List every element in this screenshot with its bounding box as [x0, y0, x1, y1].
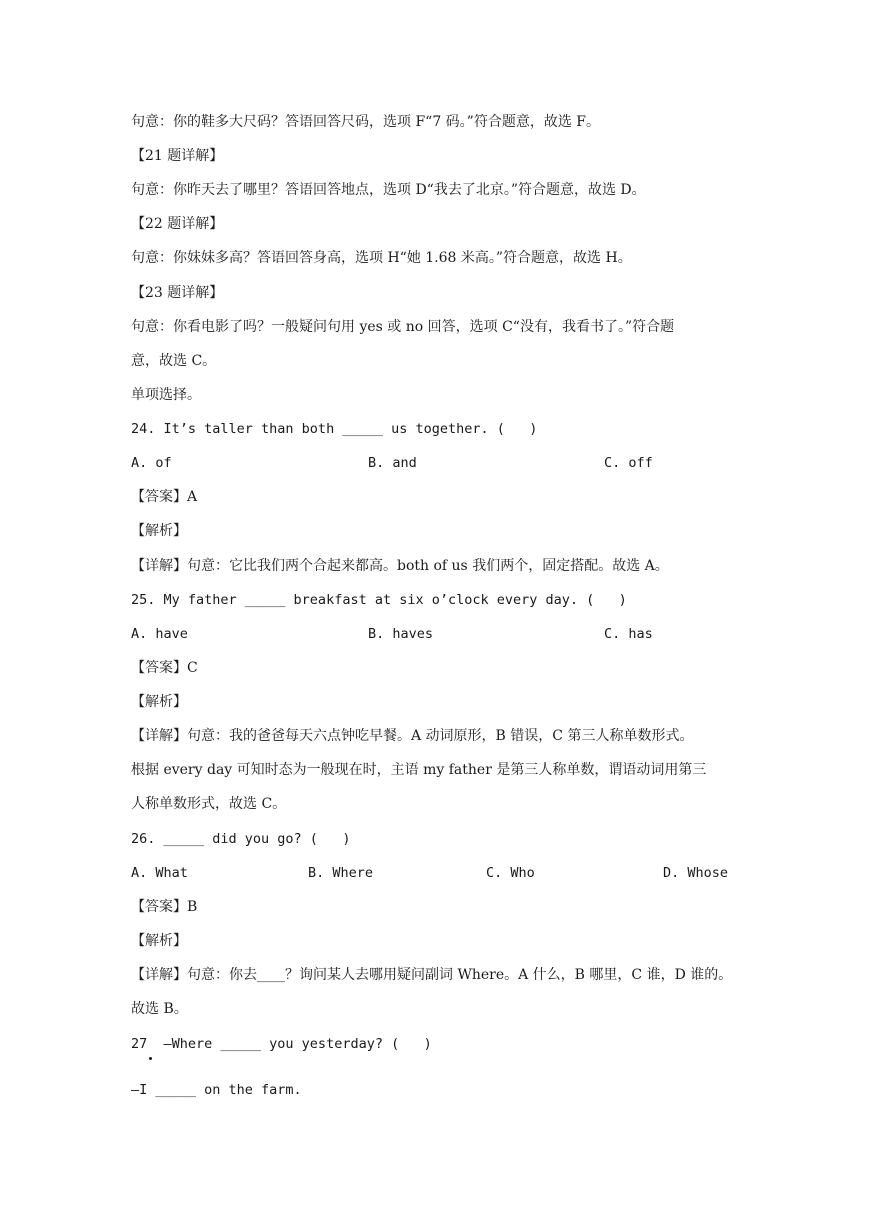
question-25: 25. My father _____ breakfast at six o’clock every day. ( )	[131, 592, 627, 608]
number-dot	[149, 1057, 152, 1060]
explanation-25b: 根据 every day 可知时态为一般现在时，主语 my father 是第三人称单数，谓语动词用第三	[131, 762, 707, 778]
question-26: 26. _____ did you go? ( )	[131, 831, 351, 847]
answer-line-21: 句意：你昨天去了哪里？答语回答地点，选项 D“我去了北京。”符合题意，故选 D。	[131, 182, 646, 198]
question-27: 27 —Where _____ you yesterday? ( )	[131, 1036, 432, 1052]
option-25-a: A. have	[131, 626, 188, 642]
answer-24: 【答案】A	[131, 489, 198, 505]
explanation-25a: 【详解】句意：我的爸爸每天六点钟吃早餐。A 动词原形，B 错误，C 第三人称单数形式。	[131, 728, 694, 744]
explanation-26a: 【详解】句意：你去____？询问某人去哪用疑问副词 Where。A 什么，B 哪里，C 谁，D 谁的。	[131, 967, 733, 983]
section-title: 单项选择。	[131, 387, 201, 403]
answer-line-23b: 意，故选 C。	[131, 353, 217, 369]
heading-21: 【21 题详解】	[131, 148, 224, 164]
analysis-25: 【解析】	[131, 694, 187, 710]
option-26-b: B. Where	[308, 865, 374, 881]
question-24: 24. It’s taller than both _____ us together. ( )	[131, 421, 538, 437]
analysis-26: 【解析】	[131, 933, 187, 949]
option-25-c: C. has	[604, 626, 653, 642]
option-25-b: B. haves	[368, 626, 434, 642]
answer-25: 【答案】C	[131, 660, 198, 676]
option-24-b: B. and	[368, 455, 417, 471]
heading-23: 【23 题详解】	[131, 285, 224, 301]
answer-26: 【答案】B	[131, 899, 198, 915]
option-24-a: A. of	[131, 455, 172, 471]
analysis-24: 【解析】	[131, 523, 187, 539]
explanation-26b: 故选 B。	[131, 1001, 188, 1017]
option-26-c: C. Who	[486, 865, 535, 881]
heading-22: 【22 题详解】	[131, 216, 224, 232]
explanation-25c: 人称单数形式，故选 C。	[131, 796, 287, 812]
answer-line-20: 句意：你的鞋多大尺码？答语回答尺码，选项 F“7 码。”符合题意，故选 F。	[131, 114, 600, 130]
option-26-a: A. What	[131, 865, 188, 881]
answer-line-22: 句意：你妹妹多高？答语回答身高，选项 H“她 1.68 米高。”符合题意，故选 H。	[131, 250, 632, 266]
answer-line-23a: 句意：你看电影了吗？一般疑问句用 yes 或 no 回答，选项 C“没有，我看书了。”符合题	[131, 319, 675, 335]
explanation-24: 【详解】句意：它比我们两个合起来都高。both of us 我们两个，固定搭配。故选 A。	[131, 558, 669, 574]
question-27-line2: —I _____ on the farm.	[131, 1082, 302, 1098]
option-24-c: C. off	[604, 455, 653, 471]
option-26-d: D. Whose	[663, 865, 729, 881]
